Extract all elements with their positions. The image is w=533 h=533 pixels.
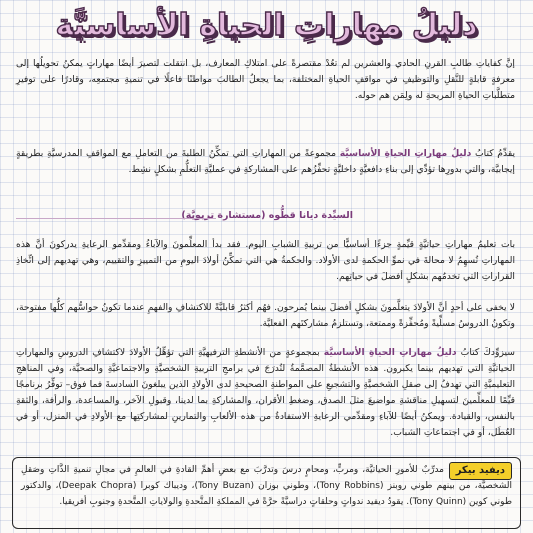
life-skills-paragraph: بات تعليمُ مهاراتِ حياتيَّةٍ قيِّمةٍ جزءًا أساسيًّا من تربيةِ الشبابِ اليوم. فقد بدأ المعلِّمونَ والآباءُ ومقدِّمو الرعايةِ يدركونَ أنَّ هذه المهاراتِ تُسهِمُ لا محالةَ في نموِّ الحكمةِ لدى الأولاد. والحكمةُ هي التي تمكِّنُ أولادَ اليومِ من التمييزِ والتقييم، وهي تهديهم إلى اتِّخاذِ القراراتِ التي تخدمُهم بشكلٍ أفضلَ في حياتِهم. [16,239,515,282]
author-bio-text: مدرِّبٌ للأمورِ الحياتيَّة، ومربٍّ، ومحامٍ درسَ وتدرَّبَ مع بعضِ أهمِّ القادةِ في العالمِ في مجالِ تنميةِ الذَّاتِ وصَقلِ الشخصيَّة، من بينهم طوني روبنز (Tony Robbins)، وطوني بوزان (Tony Buzan)، وديباك كوبرا (Deepak Chopra)، والدكتور طوني كوين (Tony Quinn). يقودُ ديفيد ندواتٍ وحلقاتٍ دراسيَّةً حرَّةً في المملكةِ المتَّحدةِ والولاياتِ المتَّحدةِ وجنوبِ أفريقيا. [21,465,513,507]
book-name-highlight: دليلُ مهاراتِ الحياةِ الأساسيَّة [339,148,472,159]
author-underline [16,218,216,219]
activities-paragraph [16,345,515,441]
description-body: مجموعةً من المهاراتِ التي تمكِّنُ الطلبةَ من التعاملِ مع المواقفِ المدرسيَّةِ بطريقةٍ إيجابيَّة، والتي بدورِها تؤدِّي إلى بناءِ دافعيَّةٍ داخليَّةٍ تحفِّزُهم على المشاركةِ في عمليَّةِ التعلُّمِ بشكلٍ نشِط. [16,148,515,175]
endorsement-author: السيِّدة ديانا قطُّوه (مستشارة تربويَّة) [181,210,353,221]
learning-paragraph: لا يخفى على أحدٍ أنَّ الأولادَ يتعلَّمونَ بشكلٍ أفضلَ بينما يُمرحون. فهُم أكثرُ قابليَّةً للاكتشافِ والفهمِ عندما تكونُ حواسُّهم كلُّها مفتوحة، وتكونُ الدروسُ مسلِّيةً ومُحفِّزةً وممتعة، وتستلزمُ مشاركتَهم الفعليَّة. [16,302,515,329]
book-name-highlight-2: دليلُ مهاراتِ الحياةِ الأساسيَّة [323,347,457,358]
author-name-tag: ديفيد بيكر [449,462,512,480]
book-title: دليلُ مهاراتِ الحياةِ الأساسيَّة [55,8,478,43]
title-area [0,4,533,48]
intro-paragraph: إنَّ كفاياتِ طالبِ القرنِ الحادي والعشرين لم تعُدْ مقتصرةً على امتلاكِ المعارف، بل انتقلت لتصيرَ أيضًا مهاراتٍ يمكنُ تحويلُها إلى معرفةٍ قابلةٍ للنَّقلِ والتوظيفِ في مواقفِ الحياةِ المختلفة، بما يجعلُ الطالبَ مواطنًا فاعلًا في تنميةِ مجتمعِه، وقادرًا على توفيرِ متطلَّباتِ الحياةِ المريحةِ له ولِمَن هم حوله. [16,58,515,101]
description-paragraph [16,146,515,178]
activities-body: بمجموعةٍ من الأنشطةِ الترفيهيَّةِ التي تؤهِّلُ الأولادَ لاكتشافِ الدروسِ والمهاراتِ الحياتيَّةِ التي تهديهم بينما يكبرون. هذه الأنشطةُ المصمَّمةُ لتُدرَجَ في برامجِ التربيةِ الشخصيَّةِ والاجتماعيَّةِ والصحيَّة، وفي المناهجِ التعليميَّةِ التي تهدفُ إلى صقلِ الشخصيَّةِ والتشجيعِ على المواطنةِ الصحيحةِ لدى الأولادِ الذين يبلغونَ السادسةَ فما فوق– توفِّرُ برنامجًا قيِّمًا للمعلِّمينَ لتسهيلِ مناقشةِ مواضيعَ مثلَ الصدق، وضغطِ الأقران، والمشاركةِ بما لدينا، وقبولِ الآخر، والمساعدة، والرأفة، والثقةِ بالنفس، والقيادة. ويمكنُ أيضًا للآباءِ ومقدِّمي الرعايةِ الاستفادةُ من هذه الألعابِ والتمارينِ لمشاركتِها مع الأولادِ في المنزل، أو في العُطَل، أو في اجتماعاتِ الشباب. [16,347,515,438]
activities-lead: سيزوِّدكَ كتابُ [460,347,515,358]
description-lead: يقدِّمُ كتابُ [475,148,516,159]
author-bio-box [12,457,521,529]
